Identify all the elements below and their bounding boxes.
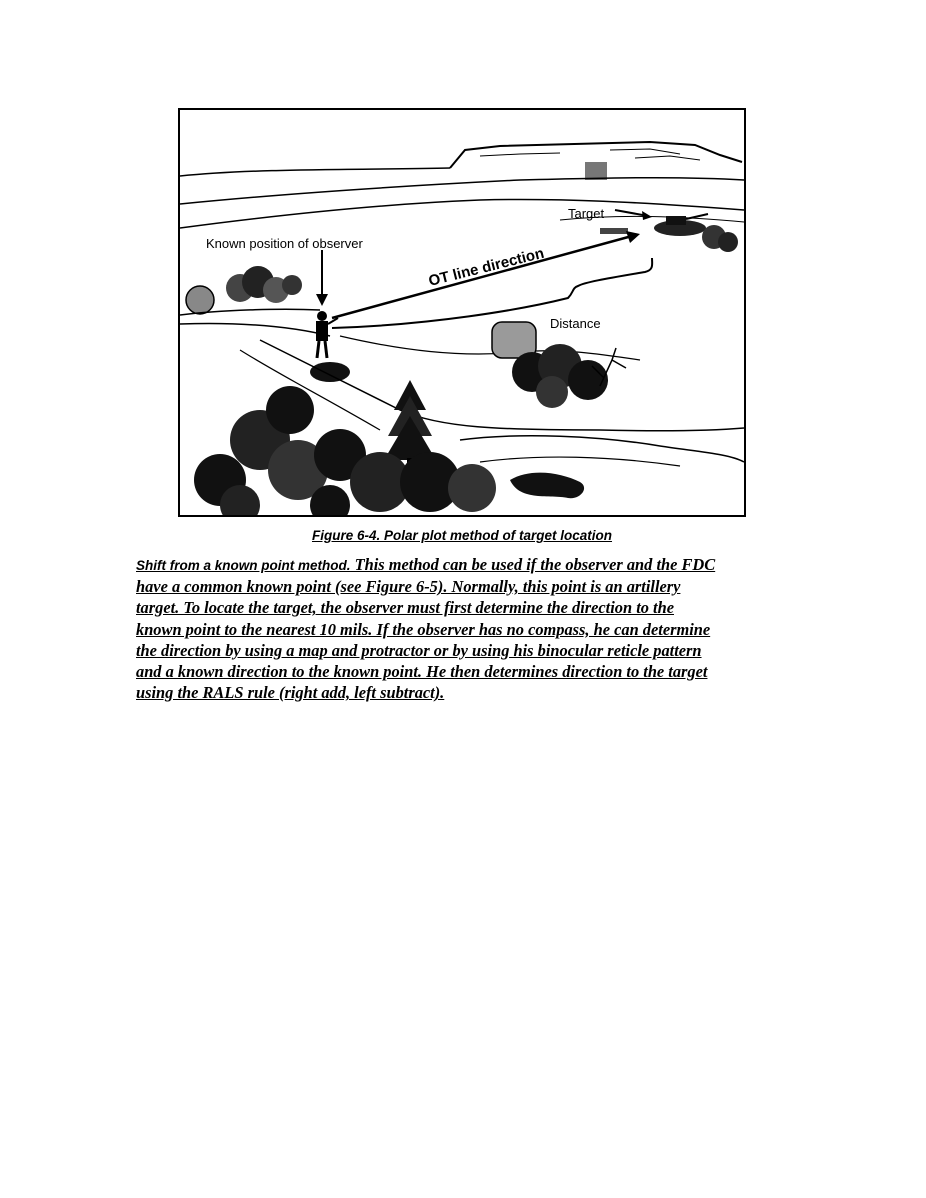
paragraph-line: the direction by using a map and protractor or by using his binocular reticle pattern bbox=[136, 640, 702, 660]
observer-bush bbox=[310, 362, 350, 382]
ot-line-arrowhead bbox=[626, 231, 640, 243]
paragraph-line: target. To locate the target, the observer must first determine the direction to the bbox=[136, 598, 674, 618]
horizon-line bbox=[180, 168, 450, 176]
target-arrowhead bbox=[642, 211, 652, 220]
road-edge-3 bbox=[340, 336, 640, 360]
figure-caption: Figure 6-4. Polar plot method of target location bbox=[311, 528, 613, 543]
distance-label: Distance bbox=[550, 316, 601, 331]
paragraph-line: using the RALS rule (right add, left subtract). bbox=[136, 683, 445, 703]
mesa-shade bbox=[585, 162, 607, 180]
polar-plot-figure bbox=[178, 108, 746, 517]
foreground-ridge-2 bbox=[480, 457, 680, 466]
observer-arrowhead bbox=[316, 294, 328, 306]
left-bushes bbox=[186, 266, 302, 314]
path-line-2 bbox=[180, 324, 330, 337]
ot-line-label: OT line direction bbox=[426, 244, 546, 290]
paragraph-line-1-rest: This method can be used if the observer and the FDC bbox=[350, 555, 716, 574]
paragraph-line-1 bbox=[136, 554, 796, 576]
paragraph-line: known point to the nearest 10 mils. If the observer has no compass, he can determine bbox=[136, 619, 711, 639]
middle-bush bbox=[492, 322, 608, 408]
body-paragraph bbox=[136, 554, 796, 703]
foreground-bushes bbox=[194, 386, 496, 515]
observer-label: Known position of observer bbox=[206, 236, 363, 251]
landscape-illustration bbox=[180, 110, 744, 515]
target-label: Target bbox=[568, 206, 605, 221]
mesa-detail bbox=[480, 149, 700, 160]
paragraph-line: and a known direction to the known point. He then determines direction to the target bbox=[136, 662, 708, 682]
paragraph-lead: Shift from a known point method. bbox=[136, 558, 351, 573]
foreground-rock bbox=[510, 473, 584, 499]
paragraph-line: have a common known point (see Figure 6-5). Normally, this point is an artillery bbox=[136, 577, 681, 597]
